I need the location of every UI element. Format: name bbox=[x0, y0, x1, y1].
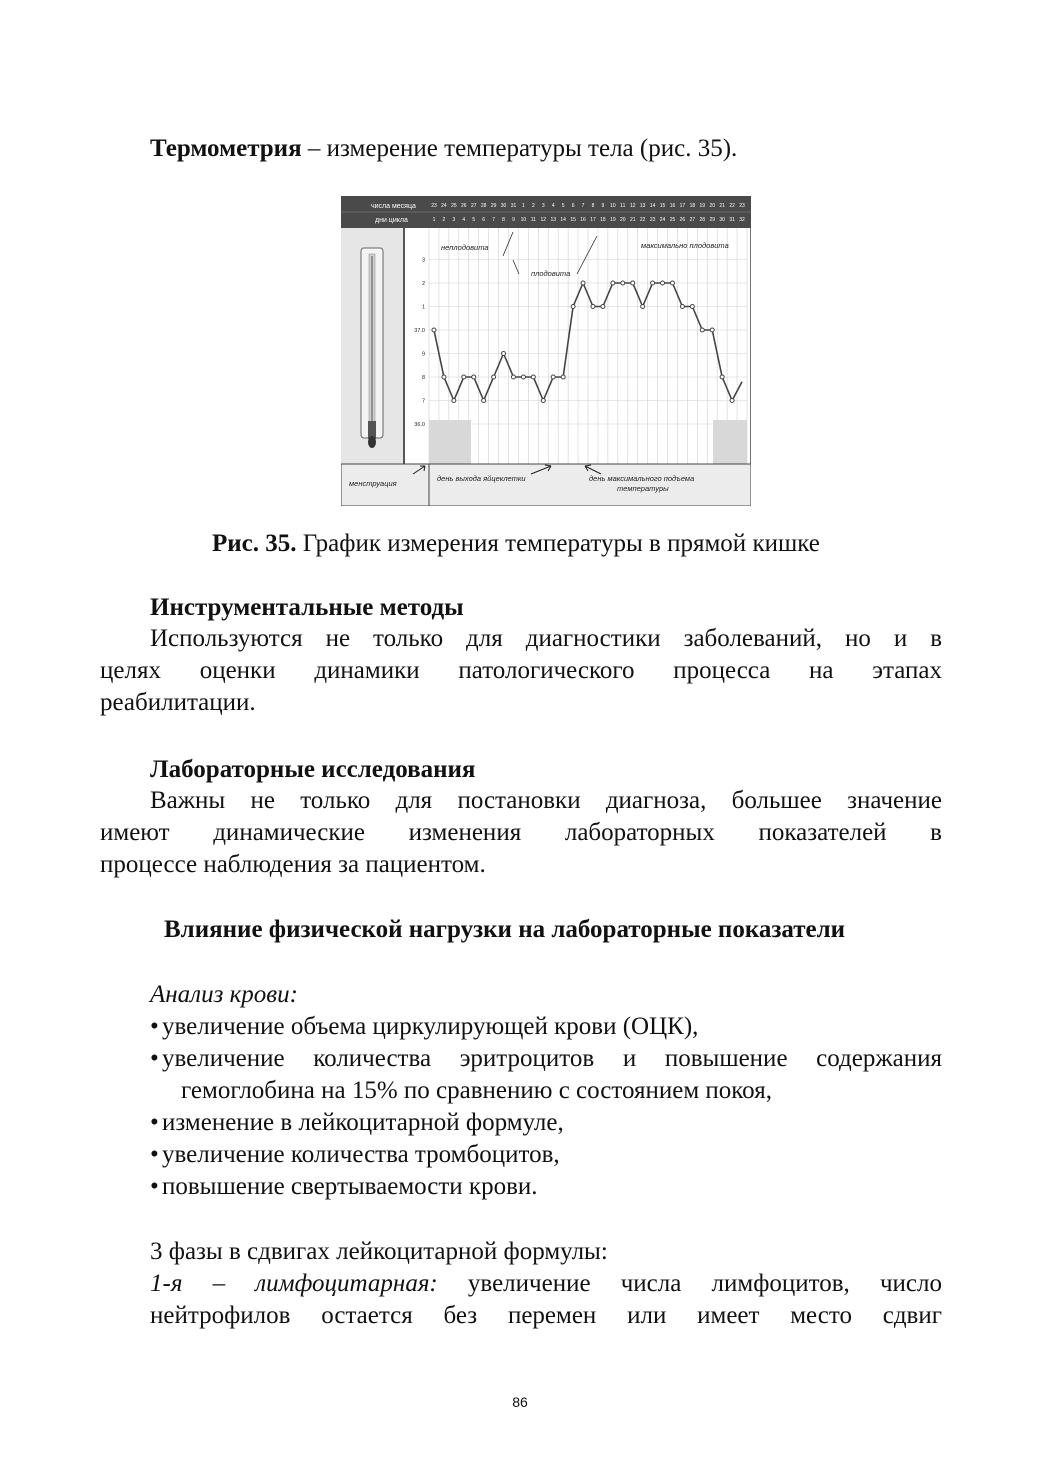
month-day-label: 10 bbox=[610, 203, 616, 209]
phase-1-label: 1-я – лимфоцитарная: bbox=[150, 1270, 438, 1297]
temperature-point bbox=[611, 281, 615, 285]
month-day-label: 31 bbox=[510, 203, 517, 209]
month-day-label: 14 bbox=[649, 203, 656, 209]
temperature-point bbox=[601, 305, 605, 309]
y-tick-label: 2 bbox=[421, 281, 425, 287]
caption-number: Рис. 35. bbox=[212, 530, 297, 557]
instr-line-1 bbox=[150, 624, 942, 654]
blood-title: Анализ крови: bbox=[150, 981, 298, 1008]
month-day-label: 20 bbox=[709, 203, 715, 209]
phase-1-text: увеличение числа лимфоцитов, число bbox=[437, 1270, 942, 1297]
cycle-day-label: 6 bbox=[482, 217, 486, 223]
annotation-max-rise-1: день максимального подъема bbox=[589, 474, 695, 483]
temperature-point bbox=[670, 281, 674, 285]
phase-1-line-2-text: нейтрофилов остается без перемен или имеет место сдвиг bbox=[150, 1302, 942, 1329]
temperature-point bbox=[571, 305, 575, 309]
temperature-point bbox=[482, 399, 486, 403]
annotation-fertile: плодовита bbox=[531, 269, 571, 278]
month-day-label: 22 bbox=[729, 203, 735, 209]
intro-line bbox=[150, 134, 737, 164]
y-tick-label: 1 bbox=[421, 304, 425, 311]
figure-caption bbox=[212, 529, 820, 559]
cycle-day-label: 31 bbox=[729, 217, 735, 223]
temperature-point bbox=[432, 328, 436, 332]
temperature-point bbox=[511, 375, 515, 379]
annotation-ovulation: день выхода яйцеклетки bbox=[437, 474, 526, 483]
bullet-4: • bbox=[150, 1141, 159, 1168]
cycle-day-label: 30 bbox=[719, 217, 725, 223]
phases-intro: 3 фазы в сдвигах лейкоцитарной формулы: bbox=[150, 1238, 608, 1265]
month-day-label: 3 bbox=[541, 203, 545, 209]
heading-lab: Лабораторные исследования bbox=[150, 756, 476, 783]
temperature-point bbox=[710, 328, 714, 332]
temperature-point bbox=[730, 399, 734, 403]
cycle-day-label: 4 bbox=[462, 217, 466, 223]
cycle-day-label: 3 bbox=[452, 217, 456, 223]
lab-line-2-text: имеют динамические изменения лабораторных показателей в bbox=[100, 819, 942, 846]
month-day-label: 23 bbox=[739, 203, 745, 209]
intro-text: – измерение температуры тела (рис. 35). bbox=[301, 135, 738, 162]
month-day-label: 6 bbox=[571, 203, 575, 209]
cycle-day-label: 32 bbox=[739, 217, 745, 223]
cycle-day-label: 27 bbox=[689, 217, 696, 223]
temperature-point bbox=[581, 281, 585, 285]
bullet-2: • bbox=[150, 1045, 159, 1072]
cycle-day-label: 23 bbox=[649, 217, 656, 223]
month-day-label: 24 bbox=[441, 203, 447, 209]
cycle-day-label: 20 bbox=[620, 217, 626, 223]
cycle-day-label: 8 bbox=[502, 217, 505, 223]
temperature-point bbox=[462, 375, 466, 379]
month-day-label: 23 bbox=[431, 203, 437, 209]
lab-line-1-text: Важны не только для постановки диагноза, большее значение bbox=[150, 787, 942, 814]
month-day-label: 21 bbox=[719, 203, 725, 209]
y-tick-label: 7 bbox=[421, 398, 425, 405]
month-day-label: 29 bbox=[490, 203, 497, 209]
month-day-label: 18 bbox=[689, 203, 696, 209]
annotation-infertile: неплодовита bbox=[441, 243, 489, 252]
cycle-day-label: 17 bbox=[590, 217, 596, 223]
intro-term: Термометрия bbox=[150, 135, 302, 162]
month-day-label: 13 bbox=[639, 203, 646, 209]
temperature-point bbox=[551, 375, 555, 379]
month-day-label: 12 bbox=[629, 203, 636, 209]
temperature-point bbox=[641, 305, 645, 309]
cycle-day-label: 13 bbox=[550, 217, 556, 223]
lab-line-2 bbox=[100, 818, 942, 848]
blood-item-2-cont: гемоглобина на 15% по сравнению с состоянием покоя, bbox=[181, 1077, 772, 1104]
temperature-point bbox=[700, 328, 704, 332]
cycle-day-label: 18 bbox=[600, 217, 606, 223]
month-day-label: 9 bbox=[601, 203, 605, 209]
month-day-label: 4 bbox=[551, 203, 555, 209]
cycle-day-label: 29 bbox=[709, 217, 715, 223]
cycle-day-label: 26 bbox=[679, 217, 686, 223]
blood-item-2 bbox=[150, 1044, 942, 1074]
temperature-point bbox=[541, 399, 545, 403]
blood-item-3-text: изменение в лейкоцитарной формуле, bbox=[162, 1109, 564, 1136]
heading-physical-load: Влияние физической нагрузки на лабораторные показатели bbox=[164, 916, 846, 943]
temperature-point bbox=[680, 305, 684, 309]
cycle-day-label: 11 bbox=[530, 217, 536, 223]
instr-line-2-text: целях оценки динамики патологического процесса на этапах bbox=[100, 657, 942, 684]
bullet-1: • bbox=[150, 1013, 159, 1040]
temperature-point bbox=[690, 305, 694, 309]
caption-text: График измерения температуры в прямой кишке bbox=[296, 530, 820, 557]
month-day-label: 2 bbox=[531, 203, 535, 209]
temperature-point bbox=[651, 281, 655, 285]
month-day-label: 15 bbox=[659, 203, 666, 209]
temperature-point bbox=[720, 375, 724, 379]
temperature-point bbox=[521, 375, 525, 379]
temperature-point bbox=[591, 305, 595, 309]
cycle-day-label: 9 bbox=[512, 217, 515, 223]
annotation-max-rise-2: температуры bbox=[617, 484, 669, 493]
annotation-max-fertile: максимально плодовита bbox=[641, 241, 729, 250]
cycle-day-label: 1 bbox=[432, 217, 436, 223]
blood-item-5-text: повышение свертываемости крови. bbox=[162, 1173, 538, 1200]
month-day-label: 16 bbox=[669, 203, 676, 209]
temperature-point bbox=[661, 281, 665, 285]
y-tick-label: 37.0 bbox=[414, 328, 425, 334]
blood-item-5 bbox=[150, 1172, 538, 1202]
temperature-point bbox=[531, 375, 535, 379]
temperature-point bbox=[621, 281, 625, 285]
cycle-day-label: 7 bbox=[492, 217, 495, 223]
bullet-3: • bbox=[150, 1109, 159, 1136]
temperature-point bbox=[561, 375, 565, 379]
month-day-label: 27 bbox=[470, 203, 477, 209]
month-day-label: 11 bbox=[620, 203, 626, 209]
temperature-point bbox=[502, 352, 506, 356]
y-tick-label: 9 bbox=[421, 351, 425, 358]
month-day-label: 30 bbox=[500, 203, 507, 209]
heading-instrumental: Инструментальные методы bbox=[150, 594, 464, 621]
temperature-point bbox=[472, 375, 476, 379]
cycle-day-label: 2 bbox=[442, 217, 446, 223]
blood-item-3 bbox=[150, 1108, 564, 1138]
month-day-label: 25 bbox=[451, 203, 457, 209]
cycle-day-label: 21 bbox=[629, 217, 636, 223]
instr-line-2 bbox=[100, 656, 942, 686]
blood-item-1 bbox=[150, 1012, 698, 1042]
blood-item-4-text: увеличение количества тромбоцитов, bbox=[162, 1141, 560, 1168]
instr-line-3: реабилитации. bbox=[100, 689, 256, 716]
page-number: 86 bbox=[512, 1394, 528, 1410]
y-tick-label: 8 bbox=[421, 375, 425, 381]
blood-item-2-text: увеличение количества эритроцитов и повышение содержания bbox=[162, 1045, 942, 1072]
annotation-menstruation: менструация bbox=[349, 479, 397, 488]
month-day-label: 5 bbox=[561, 203, 565, 209]
temperature-chart bbox=[341, 196, 751, 506]
thermometer-icon bbox=[361, 248, 383, 448]
y-tick-label: 36.0 bbox=[414, 422, 425, 428]
temperature-point bbox=[492, 375, 496, 379]
blood-item-4 bbox=[150, 1140, 560, 1170]
cycle-day-label: 12 bbox=[540, 217, 547, 223]
month-day-label: 19 bbox=[699, 203, 706, 209]
phase-1-line-2 bbox=[150, 1301, 942, 1331]
cycle-day-label: 10 bbox=[520, 217, 527, 223]
bullet-5: • bbox=[150, 1173, 159, 1200]
temperature-point bbox=[442, 375, 446, 379]
lab-line-3: процессе наблюдения за пациентом. bbox=[100, 851, 486, 878]
cycle-day-label: 16 bbox=[580, 217, 586, 223]
cycle-day-label: 14 bbox=[560, 217, 566, 223]
cycle-day-label: 19 bbox=[610, 217, 616, 223]
cycle-day-label: 28 bbox=[699, 217, 706, 223]
month-day-label: 26 bbox=[461, 203, 467, 209]
phase-1-line-1 bbox=[150, 1269, 942, 1299]
header-cycle-label: дни цикла bbox=[375, 217, 408, 224]
month-day-label: 7 bbox=[581, 203, 585, 209]
header-month-label: числа месяца bbox=[371, 203, 416, 210]
month-day-label: 8 bbox=[591, 203, 595, 209]
cycle-day-label: 22 bbox=[639, 217, 646, 223]
month-day-label: 28 bbox=[480, 203, 487, 209]
lab-line-1 bbox=[150, 786, 942, 816]
temperature-point bbox=[452, 399, 456, 403]
y-tick-label: 3 bbox=[421, 257, 425, 264]
cycle-day-label: 5 bbox=[472, 217, 476, 223]
instr-line-1-text: Используются не только для диагностики заболеваний, но и в bbox=[150, 625, 942, 652]
cycle-day-label: 24 bbox=[659, 217, 666, 223]
temperature-point bbox=[631, 281, 635, 285]
cycle-day-label: 15 bbox=[570, 217, 576, 223]
month-day-label: 1 bbox=[522, 203, 525, 209]
cycle-day-label: 25 bbox=[669, 217, 676, 223]
month-day-label: 17 bbox=[679, 203, 686, 209]
blood-item-1-text: увеличение объема циркулирующей крови (ОЦК), bbox=[162, 1013, 699, 1040]
